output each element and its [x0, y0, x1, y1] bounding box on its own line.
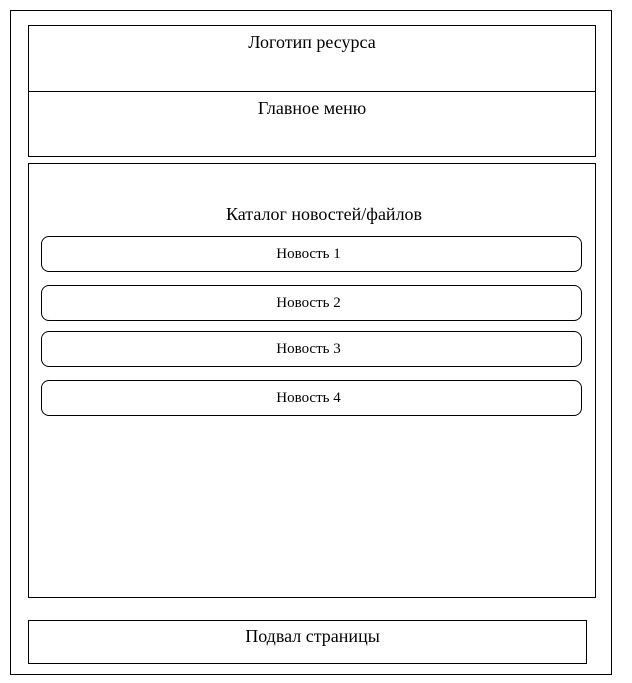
catalog-title: Каталог новостей/файлов	[225, 204, 423, 224]
logo-placeholder[interactable]: Логотип ресурса	[248, 32, 376, 52]
footer-label: Подвал страницы	[245, 626, 380, 646]
news-item[interactable]	[41, 236, 582, 272]
news-item-label: Новость 1	[276, 246, 341, 262]
news-item[interactable]	[41, 285, 582, 321]
content-block	[28, 163, 596, 598]
header-divider	[29, 91, 595, 92]
news-item-label: Новость 2	[276, 295, 341, 311]
news-item[interactable]	[41, 380, 582, 416]
footer-block	[28, 620, 587, 664]
news-item-label: Новость 3	[276, 341, 341, 357]
header-block	[28, 25, 596, 157]
news-item[interactable]	[41, 331, 582, 367]
main-menu-placeholder[interactable]: Главное меню	[257, 98, 367, 118]
news-item-label: Новость 4	[276, 390, 341, 406]
